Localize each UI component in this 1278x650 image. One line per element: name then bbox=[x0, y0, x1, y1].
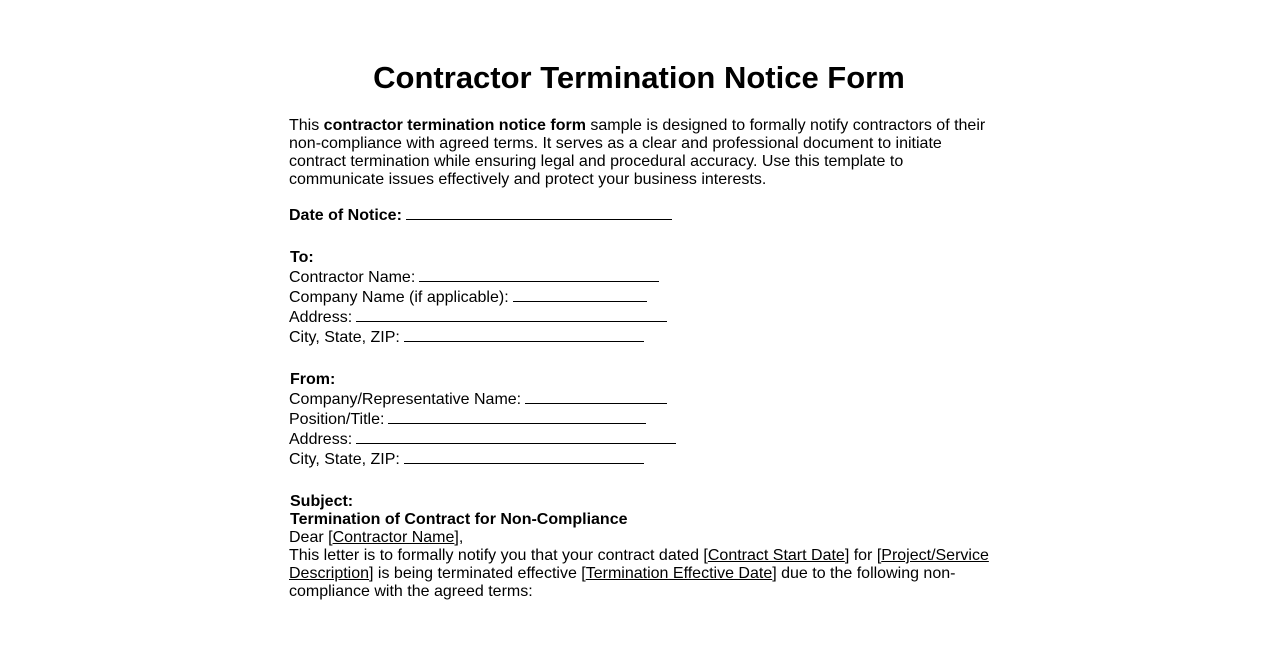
from-city-state-zip-label: City, State, ZIP: bbox=[289, 451, 400, 468]
document-body bbox=[289, 117, 999, 601]
to-contractor-name-row bbox=[289, 267, 999, 287]
subject-heading: Subject: bbox=[290, 493, 354, 510]
from-city-state-zip-blank[interactable] bbox=[404, 449, 644, 464]
from-representative-name-blank[interactable] bbox=[525, 389, 667, 404]
to-section bbox=[289, 249, 999, 347]
body-paragraph bbox=[289, 547, 999, 601]
to-address-blank[interactable] bbox=[356, 307, 667, 322]
to-heading: To: bbox=[290, 249, 314, 266]
from-position-row bbox=[289, 409, 999, 429]
from-city-state-zip-row bbox=[289, 449, 999, 469]
to-company-name-row bbox=[289, 287, 999, 307]
salutation-placeholder: Contractor Name bbox=[332, 529, 455, 546]
to-address-row bbox=[289, 307, 999, 327]
intro-bold: contractor termination notice form bbox=[323, 117, 586, 134]
to-city-state-zip-label: City, State, ZIP: bbox=[289, 329, 400, 346]
body-text-3: ] is being terminated effective [ bbox=[369, 565, 586, 582]
page-title: Contractor Termination Notice Form bbox=[373, 60, 905, 95]
intro-prefix: This bbox=[289, 117, 324, 134]
salutation bbox=[289, 529, 999, 547]
from-representative-name-label: Company/Representative Name: bbox=[289, 391, 522, 408]
date-of-notice-label: Date of Notice: bbox=[289, 207, 402, 224]
to-contractor-name-label: Contractor Name: bbox=[289, 269, 416, 286]
intro-suffix: sample is designed to formally notify contractors of their non-compliance with agreed terms. It serves as a clear and professional document to initiate contract termination while ensuring legal and procedural accuracy. Use this template to communicate issues effectively and protect your business interests. bbox=[289, 117, 986, 188]
from-address-label: Address: bbox=[289, 431, 353, 448]
body-text-1: This letter is to formally notify you that your contract dated [ bbox=[289, 547, 708, 564]
from-heading: From: bbox=[290, 371, 336, 388]
contract-start-date-placeholder: Contract Start Date bbox=[707, 547, 845, 564]
date-of-notice-row bbox=[289, 205, 999, 225]
body-text-4: ] due to the following non-compliance with the agreed terms: bbox=[289, 565, 956, 600]
to-city-state-zip-row bbox=[289, 327, 999, 347]
salutation-suffix: ], bbox=[454, 529, 464, 546]
body-text-2: ] for [ bbox=[844, 547, 882, 564]
to-city-state-zip-blank[interactable] bbox=[404, 327, 644, 342]
date-of-notice-blank[interactable] bbox=[406, 205, 672, 220]
from-representative-name-row bbox=[289, 389, 999, 409]
to-address-label: Address: bbox=[289, 309, 353, 326]
to-company-name-blank[interactable] bbox=[513, 287, 647, 302]
subject-section bbox=[289, 493, 999, 529]
from-address-row bbox=[289, 429, 999, 449]
to-company-name-label: Company Name (if applicable): bbox=[289, 289, 509, 306]
from-section bbox=[289, 371, 999, 469]
from-address-blank[interactable] bbox=[356, 429, 676, 444]
project-description-placeholder: Project/Service Description bbox=[289, 547, 989, 582]
to-contractor-name-blank[interactable] bbox=[419, 267, 659, 282]
from-position-blank[interactable] bbox=[388, 409, 646, 424]
from-position-label: Position/Title: bbox=[289, 411, 385, 428]
intro-paragraph bbox=[289, 117, 999, 189]
termination-date-placeholder: Termination Effective Date bbox=[585, 565, 773, 582]
salutation-prefix: Dear [ bbox=[289, 529, 333, 546]
subject-text: Termination of Contract for Non-Compliance bbox=[290, 511, 628, 528]
